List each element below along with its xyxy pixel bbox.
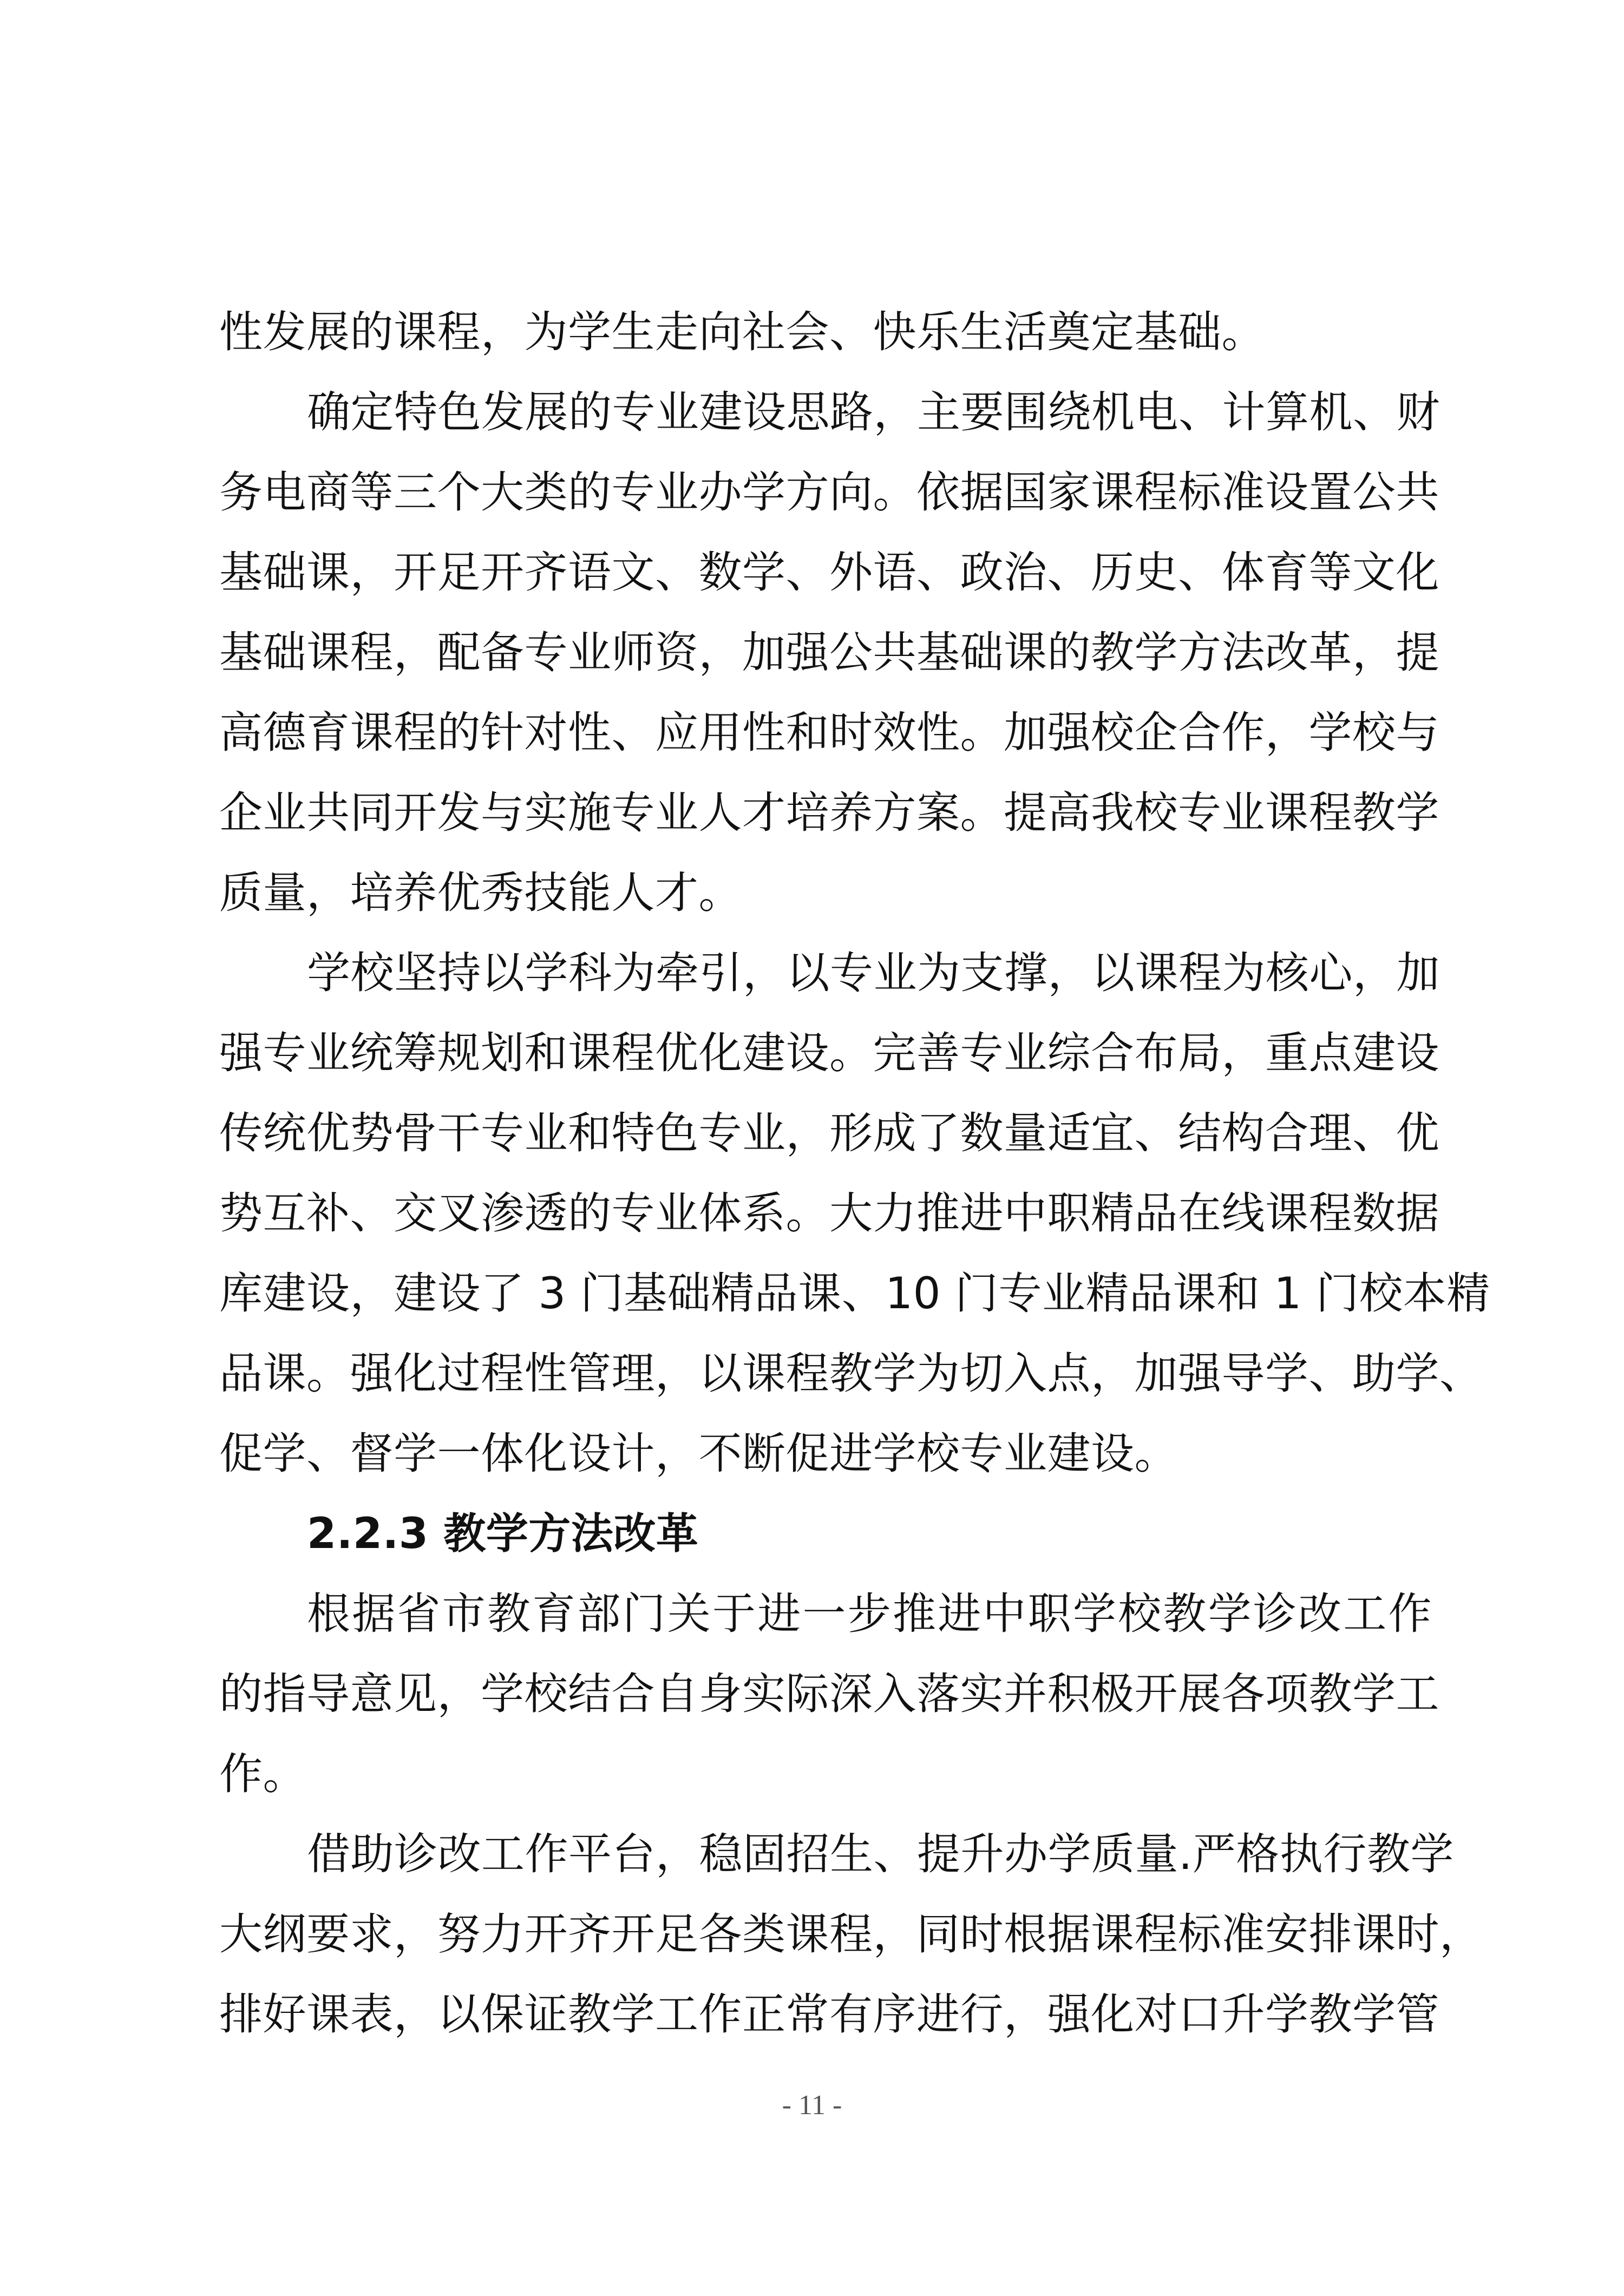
paragraph-line: 学校坚持以学科为牵引，以专业为支撑，以课程为核心，加 <box>307 948 1440 998</box>
paragraph-line: 企业共同开发与实施专业人才培养方案。提高我校专业课程教学 <box>219 788 1439 838</box>
paragraph-line: 基础课，开足开齐语文、数学、外语、政治、历史、体育等文化 <box>219 547 1439 598</box>
paragraph-line: 强专业统筹规划和课程优化建设。完善专业综合布局，重点建设 <box>219 1028 1439 1078</box>
paragraph-line: 作。 <box>219 1749 306 1799</box>
paragraph-line: 根据省市教育部门关于进一步推进中职学校教学诊改工作 <box>307 1589 1432 1639</box>
paragraph-line: 大纲要求，努力开齐开足各类课程，同时根据课程标准安排课时， <box>219 1909 1483 1959</box>
paragraph-line: 排好课表，以保证教学工作正常有序进行，强化对口升学教学管 <box>219 1989 1439 2039</box>
paragraph-line: 性发展的课程，为学生走向社会、快乐生活奠定基础。 <box>219 307 1265 357</box>
paragraph-line: 务电商等三个大类的专业办学方向。依据国家课程标准设置公共 <box>219 467 1439 517</box>
paragraph-line: 库建设，建设了 3 门基础精品课、10 门专业精品课和 1 门校本精 <box>219 1268 1490 1318</box>
paragraph-line: 势互补、交叉渗透的专业体系。大力推进中职精品在线课程数据 <box>219 1188 1439 1238</box>
paragraph-line: 传统优势骨干专业和特色专业，形成了数量适宜、结构合理、优 <box>219 1108 1439 1158</box>
paragraph-line: 促学、督学一体化设计，不断促进学校专业建设。 <box>219 1428 1178 1479</box>
paragraph-line: 高德育课程的针对性、应用性和时效性。加强校企合作，学校与 <box>219 707 1439 758</box>
section-heading: 2.2.3 教学方法改革 <box>307 1510 699 1558</box>
paragraph-line: 确定特色发展的专业建设思路，主要围绕机电、计算机、财 <box>307 387 1440 437</box>
paragraph-line: 基础课程，配备专业师资，加强公共基础课的教学方法改革，提 <box>219 627 1439 678</box>
paragraph-line: 品课。强化过程性管理，以课程教学为切入点，加强导学、助学、 <box>219 1348 1483 1399</box>
page-number: - 11 - <box>782 2090 842 2121</box>
body-text <box>219 0 1490 2039</box>
paragraph-line: 的指导意见，学校结合自身实际深入落实并积极开展各项教学工 <box>219 1669 1439 1719</box>
paragraph-line: 借助诊改工作平台，稳固招生、提升办学质量.严格执行教学 <box>307 1829 1454 1879</box>
paragraph-line: 质量，培养优秀技能人才。 <box>219 868 742 918</box>
